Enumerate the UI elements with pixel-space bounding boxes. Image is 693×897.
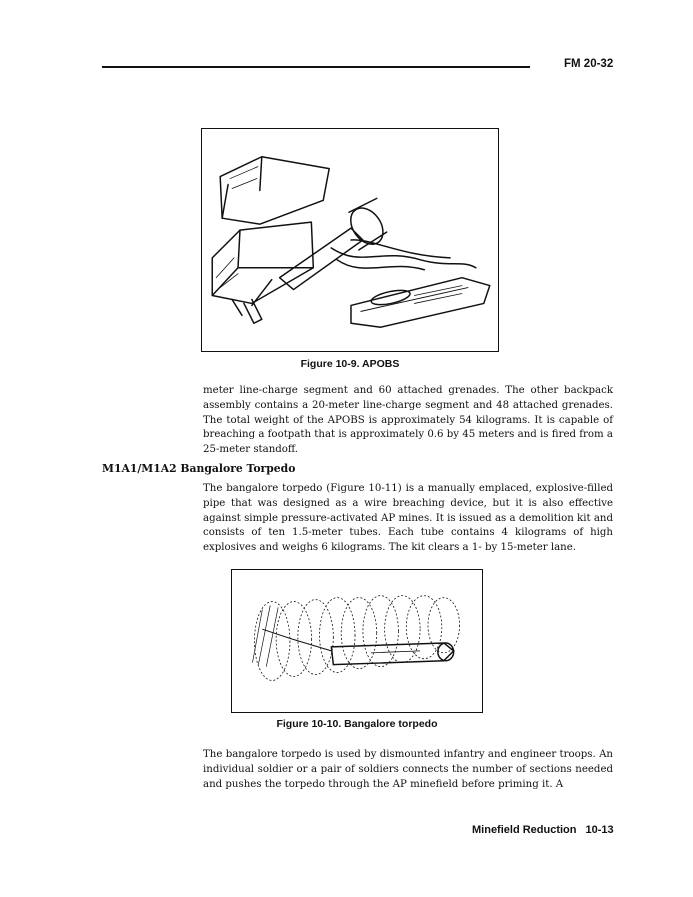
header-rule xyxy=(102,66,530,68)
figure-apobs-caption: Figure 10-9. APOBS xyxy=(300,358,400,370)
page-footer xyxy=(472,824,614,836)
paragraph-bangalore-intro: The bangalore torpedo (Figure 10-11) is a manually emplaced, explosive-filled pipe that was designed as a wire breaching device, but it is also effective against simple pressure-activated AP mines. It is issued as a demolition kit and consists of ten 1.5-meter tubes. Each tube contains 4 kilograms of high explosives and weighs 6 kilograms. The kit clears a 1- by 15-meter lane. xyxy=(203,483,613,554)
figure-bangalore-caption: Figure 10-10. Bangalore torpedo xyxy=(276,718,438,730)
figure-bangalore-torpedo xyxy=(231,569,483,713)
footer-page-number: 10-13 xyxy=(585,824,614,836)
paragraph-apobs-continued: meter line-charge segment and 60 attached grenades. The other backpack assembly contains a 20-meter line-charge segment and 48 attached grenades. The total weight of the APOBS is approximately 54 kilograms. It is capable of breaching a footpath that is approximately 0.6 by 45 meters and is fired from a 25-meter standoff. xyxy=(203,385,613,456)
apobs-illustration xyxy=(202,129,498,351)
figure-apobs xyxy=(201,128,499,352)
footer-chapter: Minefield Reduction xyxy=(472,824,577,836)
section-heading: M1A1/M1A2 Bangalore Torpedo xyxy=(102,462,296,475)
bangalore-torpedo-illustration xyxy=(232,570,482,712)
paragraph-bangalore-usage: The bangalore torpedo is used by dismounted infantry and engineer troops. An individual soldier or a pair of soldiers connects the number of sections needed and pushes the torpedo through the AP minefield before priming it. A xyxy=(203,749,613,790)
document-id: FM 20-32 xyxy=(564,58,614,70)
